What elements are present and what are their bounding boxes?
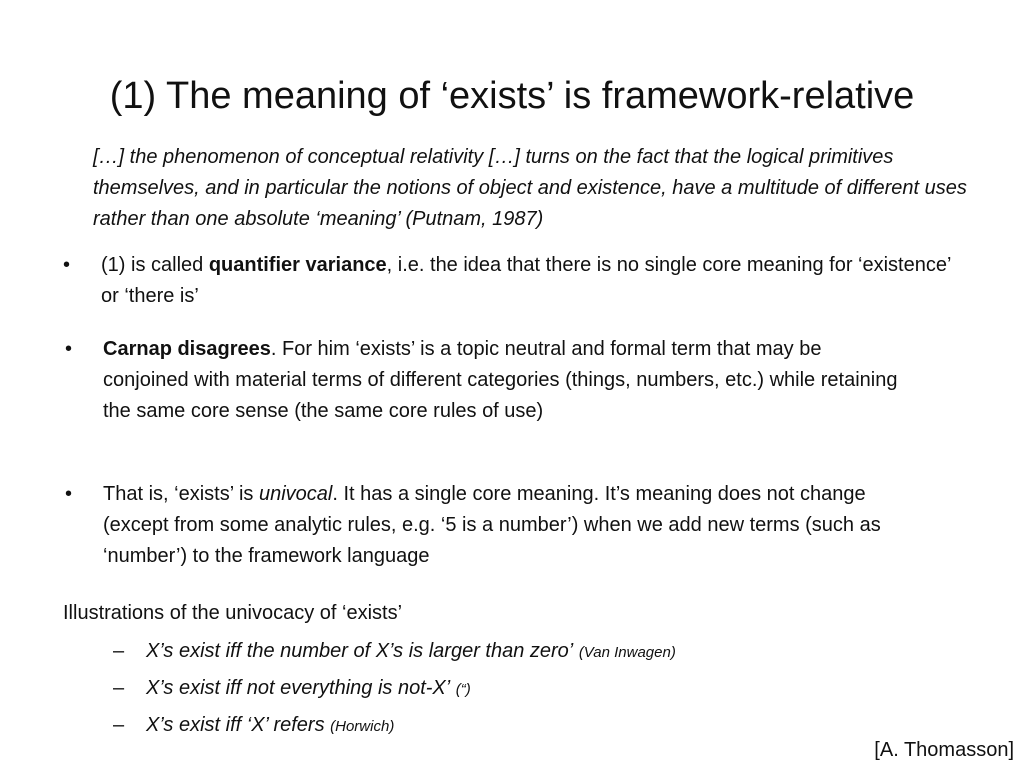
bullet-text-bold: quantifier variance bbox=[208, 254, 387, 276]
bullet-marker: • bbox=[65, 483, 73, 505]
illustration-claim: X’s exist iff ‘X’ refers bbox=[146, 714, 325, 736]
illustration-claim: X’s exist iff not everything is not-X’ bbox=[146, 677, 451, 699]
bullet-text bbox=[101, 250, 963, 312]
dash-marker: – bbox=[113, 640, 125, 662]
illustration-citation: (Van Inwagen) bbox=[578, 644, 676, 661]
bullet-text-lead: That is, ‘exists’ is bbox=[103, 483, 259, 505]
attribution-credit: [A. Thomasson] bbox=[874, 739, 1014, 761]
illustration-claim: X’s exist iff the number of X’s is larger than zero’ bbox=[146, 640, 574, 662]
illustration-text bbox=[146, 710, 394, 742]
bullet-quantifier-variance bbox=[63, 250, 963, 314]
dash-marker: – bbox=[113, 677, 125, 699]
bullet-marker: • bbox=[65, 338, 73, 360]
bullet-text-italic: univocal bbox=[258, 483, 333, 505]
bullet-marker: • bbox=[63, 254, 71, 276]
illustrations-heading: Illustrations of the univocacy of ‘exists’ bbox=[63, 602, 403, 624]
slide-title: (1) The meaning of ‘exists’ is framework-relative bbox=[109, 75, 915, 117]
bullet-text-lead: (1) is called bbox=[101, 254, 209, 276]
bullet-text-rest: . It has a single core meaning. It’s meaning does not change (except from some analytic rules, e.g. ‘5 is a number’) when we add new terms (such as ‘number’) to the framework language bbox=[103, 483, 881, 567]
illustration-citation: (Horwich) bbox=[330, 718, 395, 735]
bullet-univocal bbox=[65, 479, 925, 574]
bullet-text bbox=[103, 334, 903, 427]
bullet-carnap-disagrees bbox=[65, 334, 905, 460]
bullet-text-bold: Carnap disagrees bbox=[103, 338, 271, 360]
putnam-quote: […] the phenomenon of conceptual relativity […] turns on the fact that the logical primitives themselves, and in particular the notions of object and existence, have a multitude of different uses rather than one absolute ‘meaning’ (Putnam, 1987) bbox=[93, 146, 967, 230]
illustration-text bbox=[146, 636, 676, 668]
dash-marker: – bbox=[113, 714, 125, 736]
illustration-text bbox=[146, 673, 471, 705]
bullet-text-rest: . For him ‘exists’ is a topic neutral and formal term that may be conjoined with material terms of different categories (things, numbers, etc.) while retaining the same core sense (the same core rules of use) bbox=[103, 338, 898, 422]
illustration-citation: (“) bbox=[455, 681, 471, 698]
bullet-text bbox=[103, 479, 923, 572]
bullet-text-rest: , i.e. the idea that there is no single core meaning for ‘existence’ or ‘there is’ bbox=[101, 254, 951, 307]
